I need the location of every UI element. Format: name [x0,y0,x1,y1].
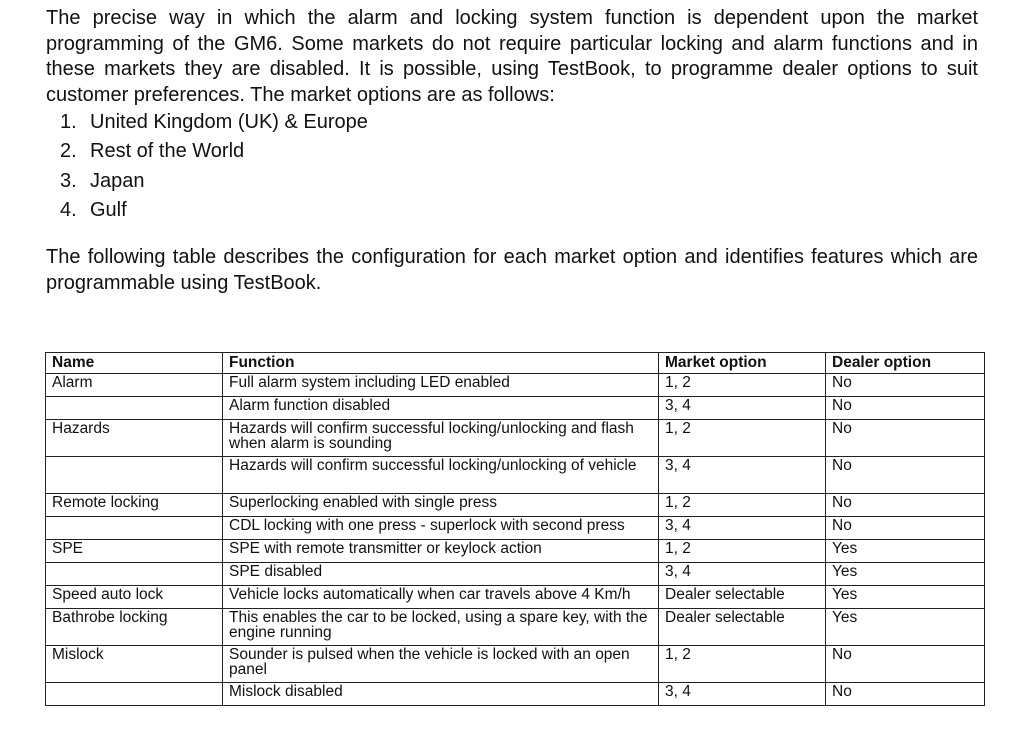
cell-function: SPE with remote transmitter or keylock action [223,540,659,563]
cell-dealer: No [826,646,985,683]
table-row [46,374,985,397]
list-number: 2. [60,140,77,163]
cell-dealer: No [826,420,985,457]
cell-name: Bathrobe locking [46,609,223,646]
cell-function: SPE disabled [223,563,659,586]
cell-dealer: No [826,517,985,540]
cell-name [46,517,223,540]
cell-function: Mislock disabled [223,683,659,706]
cell-name: Hazards [46,420,223,457]
cell-function: Sounder is pulsed when the vehicle is locked with an open panel [223,646,659,683]
header-name: Name [46,353,223,374]
cell-dealer: No [826,374,985,397]
table-intro-paragraph: The following table describes the configuration for each market option and identifies features which are programmable using TestBook. [46,246,978,294]
list-label: United Kingdom (UK) & Europe [90,111,368,133]
cell-market: 1, 2 [659,540,826,563]
header-function: Function [223,353,659,374]
intro-paragraph: The precise way in which the alarm and locking system function is dependent upon the market programming of the GM6. Some markets do not require particular locking and alarm functions and in these markets they are disabled. It is possible, using TestBook, to programme dealer options to suit customer preferences. The market options are as follows: [46,7,978,106]
cell-market: Dealer selectable [659,586,826,609]
cell-function: Full alarm system including LED enabled [223,374,659,397]
cell-name: Alarm [46,374,223,397]
cell-dealer: Yes [826,609,985,646]
cell-function: This enables the car to be locked, using a spare key, with the engine running [223,609,659,646]
document-page [46,6,978,296]
list-label: Japan [90,169,145,192]
table-header-row [46,353,985,374]
cell-name [46,563,223,586]
cell-name: Remote locking [46,494,223,517]
cell-function: CDL locking with one press - superlock with second press [223,517,659,540]
list-number: 4. [60,198,77,221]
cell-market: 1, 2 [659,420,826,457]
list-number: 1. [60,111,77,133]
table-row [46,457,985,494]
cell-name: Mislock [46,646,223,683]
cell-function: Hazards will confirm successful locking/unlocking of vehicle [223,457,659,494]
cell-dealer: Yes [826,540,985,563]
table-row [46,646,985,683]
list-label: Gulf [90,198,127,221]
market-configuration-table [45,352,985,706]
cell-name [46,397,223,420]
cell-name [46,457,223,494]
cell-market: 1, 2 [659,374,826,397]
cell-name [46,683,223,706]
cell-name: Speed auto lock [46,586,223,609]
table-row [46,397,985,420]
cell-function: Superlocking enabled with single press [223,494,659,517]
cell-market: 3, 4 [659,397,826,420]
cell-dealer: Yes [826,563,985,586]
cell-dealer: No [826,397,985,420]
cell-market: 3, 4 [659,563,826,586]
cell-dealer: No [826,683,985,706]
cell-market: 3, 4 [659,517,826,540]
table-row [46,517,985,540]
table-row [46,494,985,517]
cell-dealer: Yes [826,586,985,609]
cell-name: SPE [46,540,223,563]
cell-market: 1, 2 [659,646,826,683]
table-row [46,420,985,457]
list-item [60,137,978,166]
cell-function: Alarm function disabled [223,397,659,420]
list-item [60,108,978,137]
cell-market: 1, 2 [659,494,826,517]
market-options-list [46,108,978,225]
header-dealer-option: Dealer option [826,353,985,374]
list-item [60,196,978,225]
cell-market: 3, 4 [659,457,826,494]
header-market-option: Market option [659,353,826,374]
table-row [46,586,985,609]
list-label: Rest of the World [90,140,245,163]
cell-dealer: No [826,457,985,494]
cell-dealer: No [826,494,985,517]
cell-market: Dealer selectable [659,609,826,646]
list-number: 3. [60,169,77,192]
table-row [46,683,985,706]
cell-function: Hazards will confirm successful locking/unlocking and flash when alarm is sounding [223,420,659,457]
list-item [60,167,978,196]
table-row [46,563,985,586]
table-row [46,609,985,646]
cell-function: Vehicle locks automatically when car travels above 4 Km/h [223,586,659,609]
cell-market: 3, 4 [659,683,826,706]
table-row [46,540,985,563]
